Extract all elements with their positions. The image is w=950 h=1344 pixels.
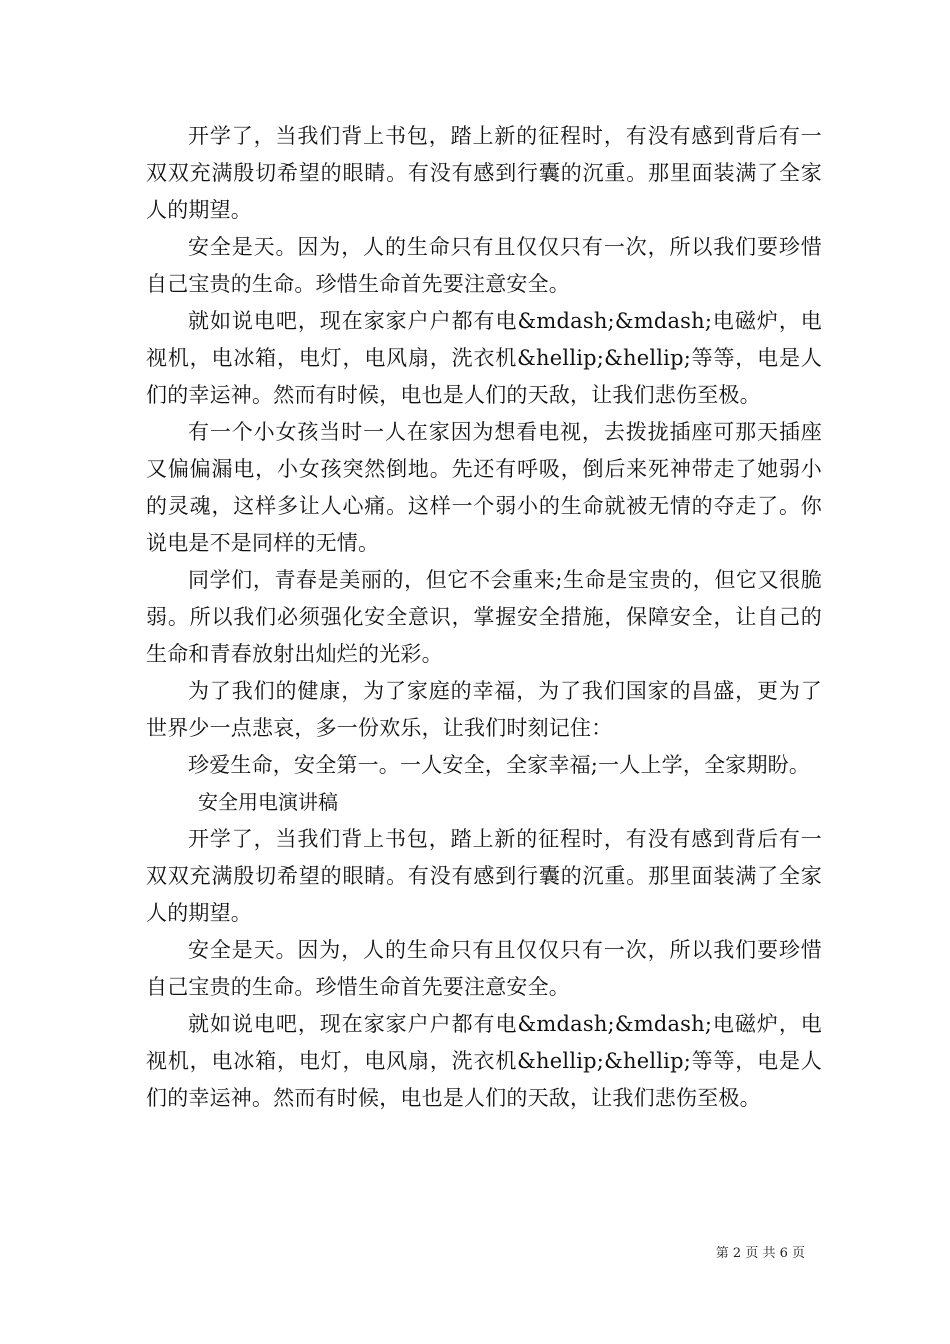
section-heading: 安全用电演讲稿 [198,790,338,814]
paragraph-10: 就如说电吧，现在家家户户都有电&mdash;&mdash;电磁炉，电视机，电冰箱，电灯，电风扇，洗衣机&hellip;&hellip;等等，电是人们的幸运神。然而有时候，电也是人们的天敌，让我们悲伤至极。 [146,1012,822,1110]
paragraph-4: 有一个小女孩当时一人在家因为想看电视，去拨拢插座可那天插座又偏偏漏电，小女孩突然倒地。先还有呼吸，倒后来死神带走了她弱小的灵魂，这样多让人心痛。这样一个弱小的生命就被无情的夺走了。你说电是不是同样的无情。 [146,420,822,555]
document-body [146,118,822,1117]
paragraph-2: 安全是天。因为，人的生命只有且仅仅只有一次，所以我们要珍惜自己宝贵的生命。珍惜生命首先要注意安全。 [146,235,822,296]
paragraph-8: 开学了，当我们背上书包，踏上新的征程时，有没有感到背后有一双双充满殷切希望的眼睛。有没有感到行囊的沉重。那里面装满了全家人的期望。 [146,827,822,925]
paragraph-3: 就如说电吧，现在家家户户都有电&mdash;&mdash;电磁炉，电视机，电冰箱，电灯，电风扇，洗衣机&hellip;&hellip;等等，电是人们的幸运神。然而有时候，电也是人们的天敌，让我们悲伤至极。 [146,309,822,407]
paragraph-9: 安全是天。因为，人的生命只有且仅仅只有一次，所以我们要珍惜自己宝贵的生命。珍惜生命首先要注意安全。 [146,938,822,999]
paragraph-6: 为了我们的健康，为了家庭的幸福，为了我们国家的昌盛，更为了世界少一点悲哀，多一份欢乐，让我们时刻记住： [146,679,822,740]
paragraph-7: 珍爱生命，安全第一。一人安全，全家幸福;一人上学，全家期盼。 [188,753,811,777]
page-number-footer: 第 2 页 共 6 页 [715,1246,805,1261]
paragraph-5: 同学们，青春是美丽的，但它不会重来;生命是宝贵的，但它又很脆弱。所以我们必须强化安全意识，掌握安全措施，保障安全，让自己的生命和青春放射出灿烂的光彩。 [146,568,822,666]
paragraph-1: 开学了，当我们背上书包，踏上新的征程时，有没有感到背后有一双双充满殷切希望的眼睛。有没有感到行囊的沉重。那里面装满了全家人的期望。 [146,124,822,222]
